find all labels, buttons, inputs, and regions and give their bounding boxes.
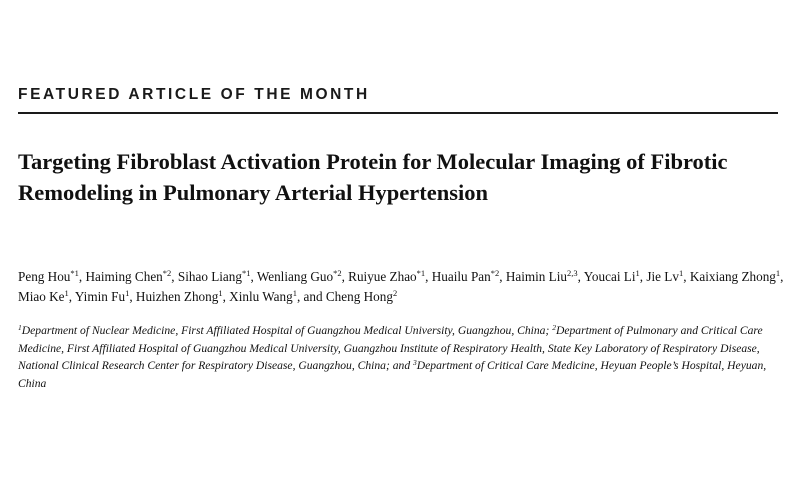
author	[85, 269, 171, 284]
author-affiliation-marker: *2	[490, 268, 500, 278]
affiliation-marker: 3	[413, 358, 417, 367]
affiliation-marker: 2	[552, 323, 556, 332]
author-affiliation-marker: 1	[678, 268, 684, 278]
author-affiliation-marker: 2,3	[567, 268, 578, 278]
author	[584, 269, 640, 284]
author-affiliation-marker: 2	[392, 288, 398, 298]
author-affiliation-marker: 1	[64, 288, 69, 298]
author-affiliation-marker: 1	[635, 268, 640, 278]
affiliation-marker: 1	[18, 323, 22, 332]
author-affiliation-marker: 1	[125, 288, 130, 298]
author-name: Youcai Li	[583, 269, 636, 284]
author	[506, 269, 578, 284]
author-name: Jie Lv	[646, 269, 679, 284]
author	[304, 289, 398, 304]
author-name: Wenliang Guo	[256, 269, 334, 284]
author	[348, 269, 425, 284]
author	[432, 269, 499, 284]
author	[18, 269, 79, 284]
affiliation-text: Department of Critical Care Medicine, Heyuan People’s Hospital, Heyuan, China	[18, 359, 767, 390]
author	[257, 269, 342, 284]
section-divider	[18, 112, 778, 114]
author	[690, 269, 780, 284]
author-affiliation-marker: *1	[416, 268, 426, 278]
author-name: Yimin Fu	[74, 289, 126, 304]
author-name: Haiming Chen	[85, 269, 163, 284]
author	[136, 289, 223, 304]
author-name: Miao Ke	[18, 289, 65, 304]
author	[75, 289, 129, 304]
affiliation	[18, 324, 552, 337]
affiliation-text: Department of Pulmonary and Critical Care Medicine, First Affiliated Hospital of Guangzhou Medical University, Guangzhou Institute of Respiratory Health, State Key Laboratory of Respiratory Disease, National Clinical Research Center for Respiratory Disease, Guangzhou, China; and	[18, 324, 763, 372]
author-conjunction: and	[303, 289, 326, 304]
author-name: Ruiyue Zhao	[348, 269, 417, 284]
author	[18, 289, 69, 304]
author-affiliation-marker: *1	[70, 268, 79, 278]
section-label: FEATURED ARTICLE OF THE MONTH	[18, 86, 370, 103]
author-name: Kaixiang Zhong	[689, 269, 776, 284]
author-list: Peng Hou$^{*1}$, Haiming Chen$^{*2}$, Sihao Liang$^{*1}$, Wenliang Guo$^{*2}$, Ruiyue Zhao$^{*1}$, Huailu Pan$^{*2}$, Haimin Liu$^{2,3}$, Youcai Li$^1$, Jie Lv$^1$, Kaixiang Zhong$^1$, Miao Ke$^1$, Yimin Fu$^1$, Huizhen Zhong$^1$, Xinlu Wang$^1$, and Cheng Hong$^2$	[18, 268, 784, 304]
author-affiliation-marker: *1	[241, 268, 251, 278]
author	[646, 269, 683, 284]
author-name: Huailu Pan	[431, 269, 491, 284]
author-affiliation-marker: *2	[162, 268, 172, 278]
author	[178, 269, 251, 284]
author-name: Xinlu Wang	[229, 289, 293, 304]
article-title: Targeting Fibroblast Activation Protein for Molecular Imaging of Fibrotic Remodeling in Pulmonary Arterial Hypertension	[18, 149, 728, 205]
author-name: Cheng Hong	[325, 289, 393, 304]
author-affiliation-marker: 1	[218, 288, 223, 298]
author	[229, 289, 297, 304]
author-affiliation-marker: *2	[333, 268, 342, 278]
author-name: Huizhen Zhong	[135, 289, 219, 304]
author-name: Peng Hou	[18, 269, 71, 284]
affiliation-list	[18, 322, 788, 392]
affiliation-text: Department of Nuclear Medicine, First Affiliated Hospital of Guangzhou Medical University, Guangzhou, China;	[21, 324, 553, 337]
author-affiliation-marker: 1	[292, 288, 297, 298]
author-name: Haimin Liu	[505, 269, 567, 284]
author-affiliation-marker: 1	[775, 268, 781, 278]
author-name: Sihao Liang	[177, 269, 242, 284]
